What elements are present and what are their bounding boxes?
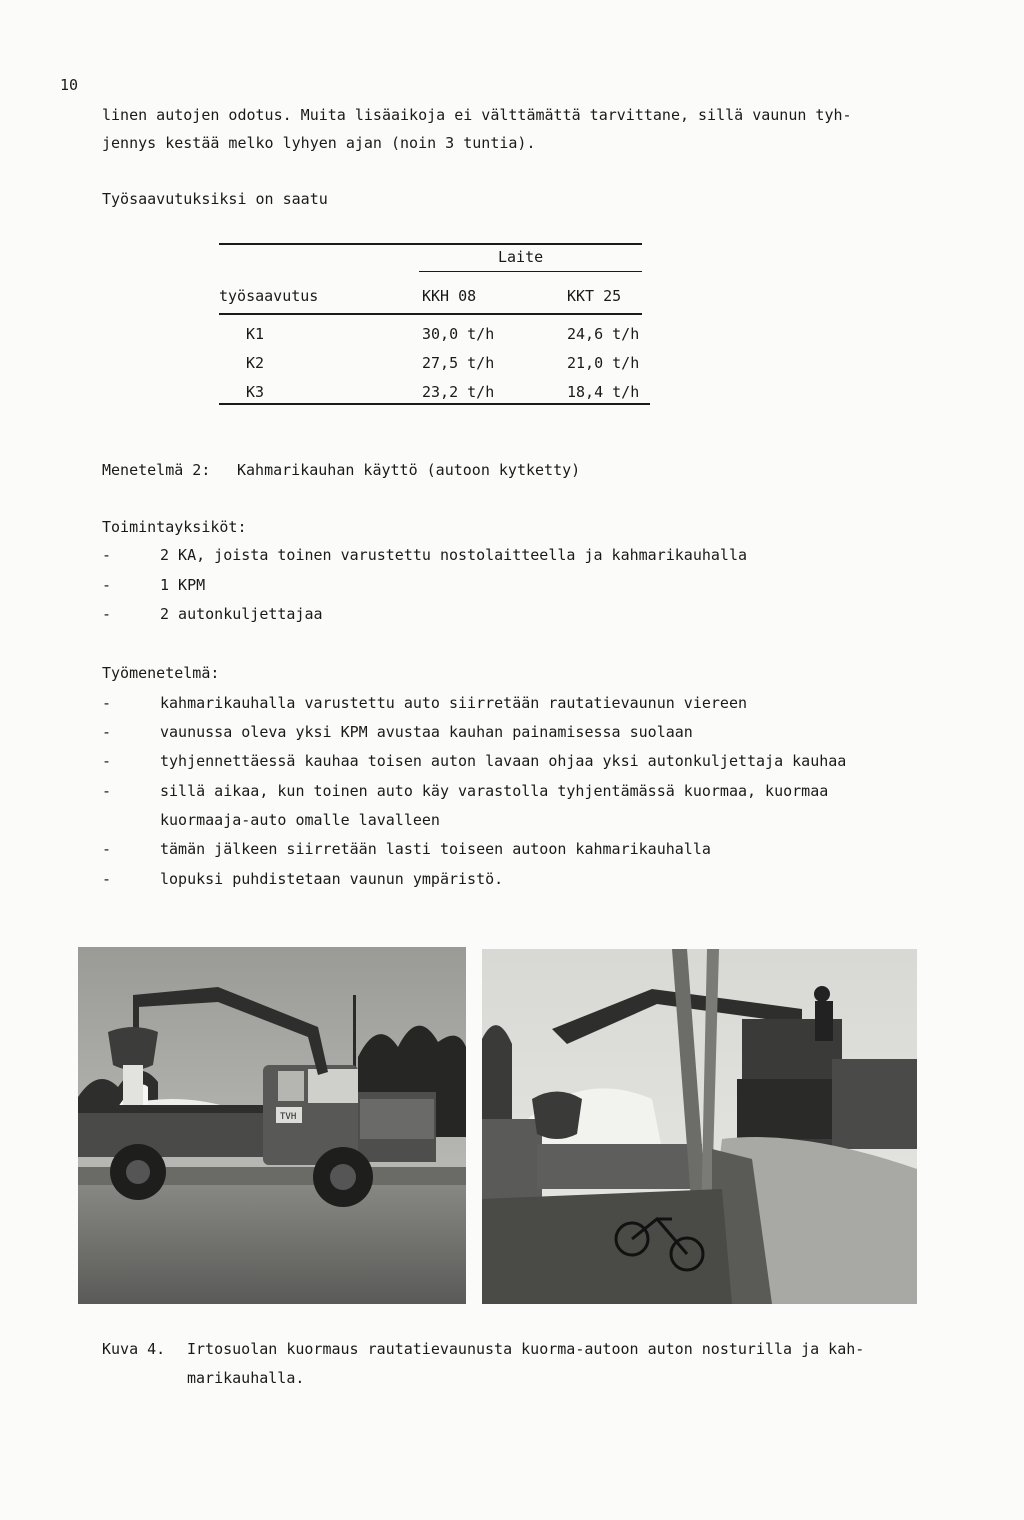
list-bullet: -: [102, 576, 112, 594]
table-row-3-kkh08: 23,2 t/h: [422, 383, 495, 401]
table-top-rule: [219, 243, 642, 245]
photo-unloading-rail-wagon: [482, 949, 917, 1304]
table-header-rule: [219, 313, 642, 315]
work-method-item-4-continued: kuormaaja-auto omalle lavalleen: [160, 811, 440, 829]
table-group-rule: [419, 271, 642, 272]
table-row-2-kkt25: 21,0 t/h: [567, 354, 640, 372]
list-bullet: -: [102, 870, 112, 888]
table-col-header-3: KKT 25: [567, 287, 622, 305]
work-method-item-5: tämän jälkeen siirretään lasti toiseen autoon kahmarikauhalla: [160, 840, 711, 858]
table-row-1-label: K1: [246, 325, 265, 343]
list-bullet: -: [102, 840, 112, 858]
table-bottom-rule: [219, 403, 650, 405]
figure-caption-line-2: marikauhalla.: [187, 1369, 305, 1387]
intro-line-2: jennys kestää melko lyhyen ajan (noin 3 tuntia).: [102, 134, 536, 152]
truck-door-label: TVH: [280, 1112, 297, 1122]
photo-truck-with-grab-bucket: [78, 947, 466, 1304]
table-row-1-kkt25: 24,6 t/h: [567, 325, 640, 343]
table-col-header-1: työsaavutus: [219, 287, 319, 305]
units-heading: Toimintayksiköt:: [102, 518, 247, 536]
list-bullet: -: [102, 694, 112, 712]
list-bullet: -: [102, 752, 112, 770]
units-item-2: 1 KPM: [160, 576, 206, 594]
page-number: 10: [60, 76, 79, 94]
table-row-3-label: K3: [246, 383, 265, 401]
list-bullet: -: [102, 782, 112, 800]
work-method-item-1: kahmarikauhalla varustettu auto siirretään rautatievaunun viereen: [160, 694, 747, 712]
units-item-3: 2 autonkuljettajaa: [160, 605, 323, 623]
table-row-3-kkt25: 18,4 t/h: [567, 383, 640, 401]
method-label: Menetelmä 2:: [102, 461, 211, 479]
performance-intro: Työsaavutuksiksi on saatu: [102, 190, 328, 208]
list-bullet: -: [102, 723, 112, 741]
table-row-1-kkh08: 30,0 t/h: [422, 325, 495, 343]
intro-line-1: linen autojen odotus. Muita lisäaikoja ei välttämättä tarvittane, sillä vaunun tyh-: [102, 106, 852, 124]
table-row-2-label: K2: [246, 354, 265, 372]
units-item-1: 2 KA, joista toinen varustettu nostolaitteella ja kahmarikauhalla: [160, 546, 747, 564]
work-method-item-3: tyhjennettäessä kauhaa toisen auton lavaan ohjaa yksi autonkuljettaja kauhaa: [160, 752, 847, 770]
table-group-header: Laite: [498, 248, 544, 266]
table-col-header-2: KKH 08: [422, 287, 477, 305]
figure-caption-line-1: Irtosuolan kuormaus rautatievaunusta kuorma-autoon auton nosturilla ja kah-: [187, 1340, 865, 1358]
work-method-item-6: lopuksi puhdistetaan vaunun ympäristö.: [160, 870, 504, 888]
work-method-item-4: sillä aikaa, kun toinen auto käy varastolla tyhjentämässä kuormaa, kuormaa: [160, 782, 829, 800]
list-bullet: -: [102, 605, 112, 623]
work-method-heading: Työmenetelmä:: [102, 664, 220, 682]
method-title: Kahmarikauhan käyttö (autoon kytketty): [237, 461, 581, 479]
table-row-2-kkh08: 27,5 t/h: [422, 354, 495, 372]
figure-label: Kuva 4.: [102, 1340, 166, 1358]
list-bullet: -: [102, 546, 112, 564]
work-method-item-2: vaunussa oleva yksi KPM avustaa kauhan painamisessa suolaan: [160, 723, 693, 741]
